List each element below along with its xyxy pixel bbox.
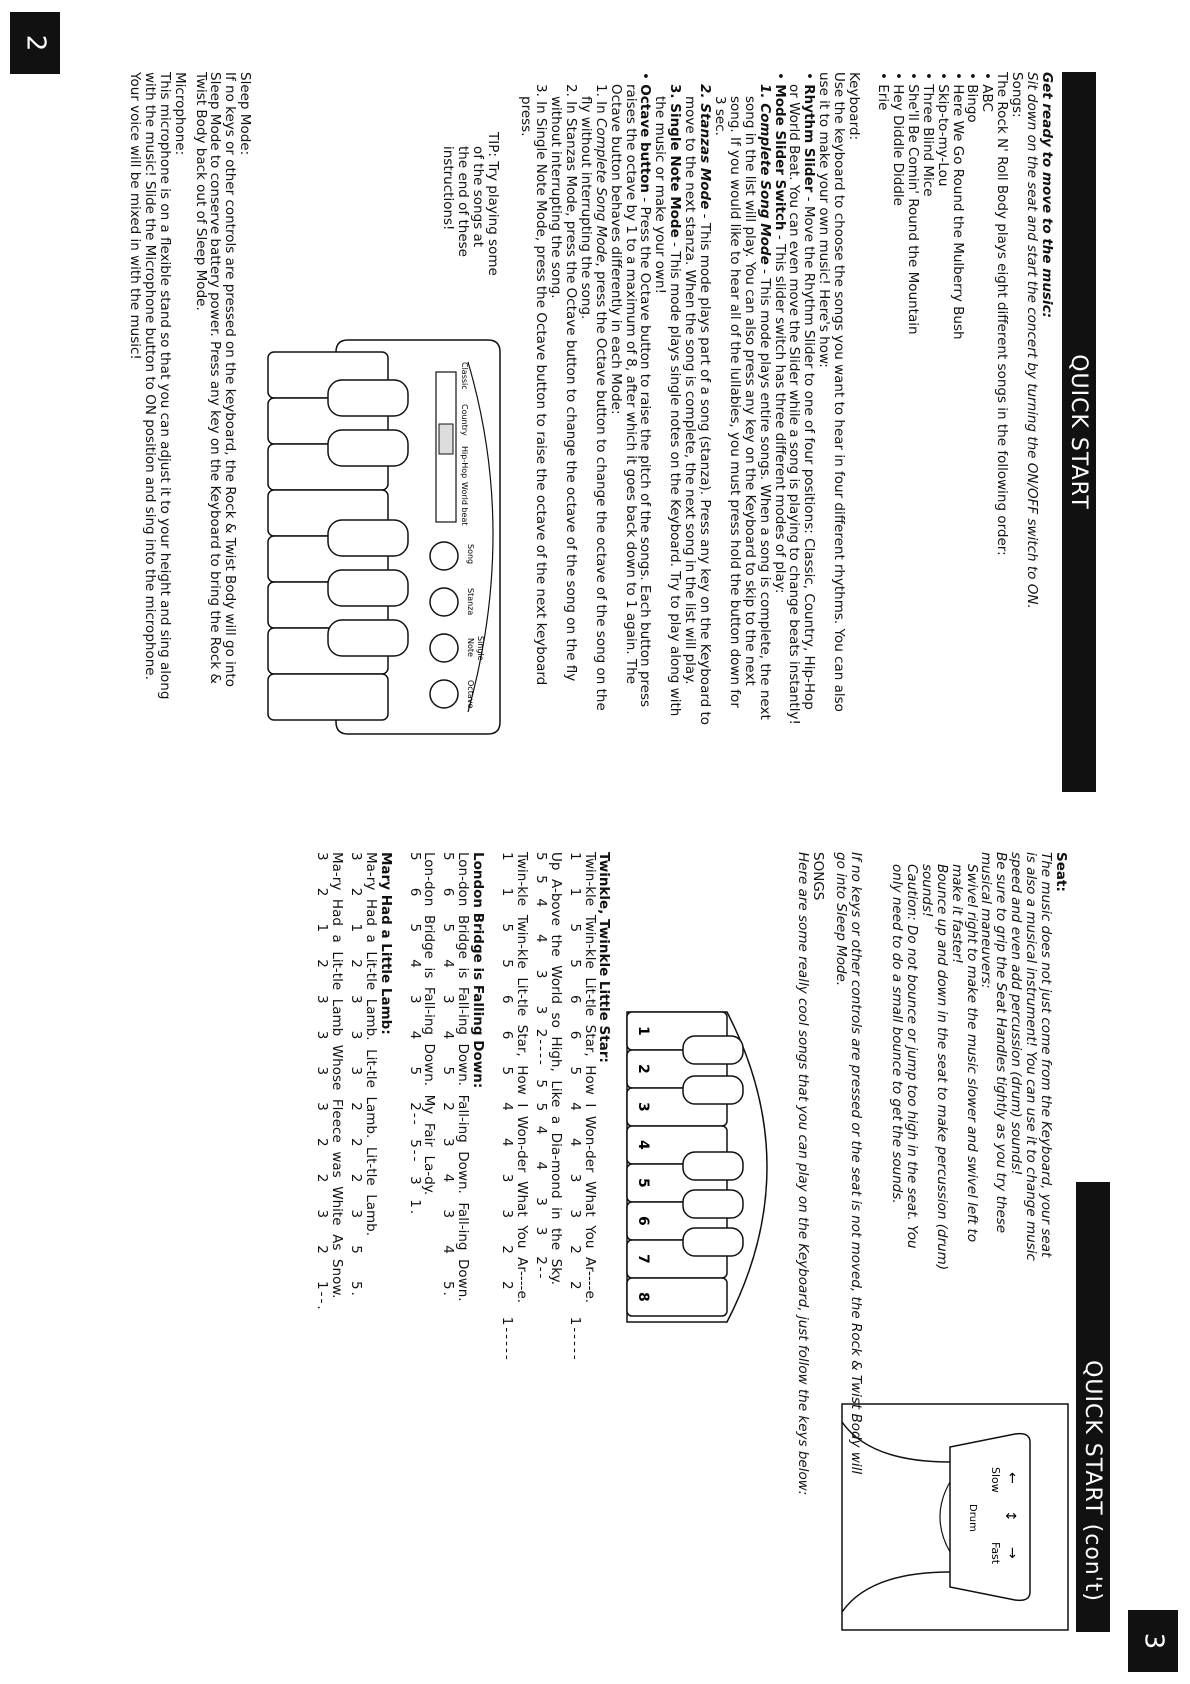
- song-item: • Bingo: [965, 72, 980, 792]
- stanzas-mode-line: 2. Stanzas Mode - This mode plays part of a song (stanza). Press any key on the Keyboard to: [697, 84, 714, 726]
- page-number-left: 2: [10, 12, 60, 74]
- song-item: • ABC: [979, 72, 994, 792]
- seat-text: musical maneuvers:: [978, 852, 995, 989]
- right-page: [314, 852, 1110, 1632]
- song-mode-button: [430, 542, 458, 570]
- seat-diagram: [840, 1402, 1070, 1632]
- caution-text: Caution: Do not bounce or jump too high in the seat. You: [903, 864, 920, 1249]
- intro-title: Get ready to move to the music:: [1039, 72, 1055, 318]
- mic-label: Microphone:: [171, 72, 188, 156]
- bounce-text: sounds!: [918, 864, 935, 918]
- notes-line: 5 6 5 4 3 4 5 2 3 4 3 4 5.: [440, 852, 457, 1298]
- songs-intro: Here are some really cool songs that you can play on the Keyboard, just follow the keys below:: [795, 852, 812, 1496]
- label-worldbeat: World beat: [460, 482, 470, 526]
- rhythm-slider-line: • Rhythm Slider - Move the Rhythm Slider to one of four positions: Classic, Country, Hip-Hop: [802, 72, 817, 792]
- mode-slider-line: • Mode Slider Switch - This slider switch has three different modes of play:: [772, 72, 787, 792]
- seat-text: The music does not just come from the Keyboard, your seat: [1038, 852, 1055, 1258]
- tip-line: the end of these: [455, 146, 472, 257]
- stanzas-mode-line: move to the next stanza. When the song is complete, the next song in the list will play.: [682, 96, 699, 685]
- seat-text: Be sure to grip the Seat Handles tightly as you try these: [993, 852, 1010, 1234]
- keyboard-diagram: [258, 332, 508, 742]
- sleep-text: Sleep Mode to conserve battery power. Press any key on the Keyboard to bring the Rock &: [207, 72, 224, 684]
- right-sleep-text: If no keys or other controls are pressed or the seat is not moved, the Rock & Twist Body will: [848, 852, 865, 1475]
- stanza-mode-button: [430, 588, 458, 616]
- tip-diagram-row: [258, 72, 508, 792]
- keyboard-text: use it to make your own music! Here's how:: [816, 72, 833, 368]
- swivel-text: make it faster!: [948, 864, 965, 964]
- right-header: QUICK START (con't): [1076, 1182, 1110, 1632]
- notes-line: 5 6 5 4 3 4 5 2-- 5-- 3 1.: [406, 852, 423, 1217]
- lyric-line: Up A-bove the World so High, Like a Dia-mond in the Sky.: [547, 852, 564, 1285]
- label-country: Country: [460, 404, 470, 436]
- key-label: 5: [635, 1178, 652, 1188]
- mic-text: with the music! Slide the Microphone button to ON position and sing into the microphone.: [141, 72, 158, 680]
- key-label: 6: [635, 1216, 652, 1226]
- key-label: 1: [635, 1026, 652, 1036]
- songs-intro: The Rock N' Roll Body plays eight different songs in the following order:: [994, 72, 1011, 556]
- sleep-text: If no keys or other controls are pressed on the keyboard, the Rock & Twist Body will go into: [222, 72, 239, 687]
- tip-line: of the songs at: [470, 146, 487, 248]
- tip-box: [258, 72, 508, 332]
- song-item: • Three Blind Mice: [920, 72, 935, 792]
- label-note: Note: [466, 638, 476, 657]
- right-sleep-text: go into Sleep Mode.: [833, 852, 850, 987]
- song-sheets: [314, 852, 611, 1632]
- lyric-line: Lon-don Bridge is Fall-ing Down. Fall-ing Down. Fall-ing Down.: [455, 852, 472, 1302]
- octave-stanzas-line: without interrupting the song.: [548, 96, 564, 299]
- mic-text: Your voice will be mixed in with the music!: [126, 72, 143, 360]
- label-classic: Classic: [460, 362, 470, 390]
- label-octave: Octave: [466, 680, 476, 709]
- key-label: 2: [635, 1064, 652, 1074]
- key-label: 8: [635, 1292, 652, 1302]
- intro-text: Sit down on the seat and start the concert by turning the ON/OFF switch to ON.: [1024, 72, 1041, 609]
- lyric-line: Twin-kle Twin-kle Lit-tle Star, How I Won-der What You Ar----e.: [513, 852, 530, 1304]
- mic-text: This microphone is on a flexible stand so that you can adjust it to your height and sing along: [156, 72, 173, 700]
- single-mode-line: 3. Single Note Mode - This mode plays single notes on the Keyboard. Try to play along with: [667, 84, 684, 717]
- left-body: [127, 72, 1062, 792]
- key-label: 7: [635, 1254, 652, 1264]
- seat-label: Seat:: [1053, 852, 1069, 892]
- song-item: • Skip-to-my-Lou: [935, 72, 950, 792]
- complete-mode-line: 3 sec.: [711, 96, 728, 136]
- octave-line: raises the octave by 1 to a maximum of 8, after which it goes back down to 1 again. The: [622, 84, 639, 685]
- slider-knob: [439, 424, 453, 454]
- left-arrow-icon: ←: [1004, 1472, 1020, 1484]
- keyboard-text: Use the keyboard to choose the songs you want to hear in four different rhythms. You can also: [831, 72, 848, 712]
- notes-line: 5 5 4 4 3 3 2---- 5 5 4 4 3 3 2--: [532, 852, 549, 1281]
- octave-stanzas-line: 2. In Stanzas Mode, press the Octave button to change the octave of the song on the fly: [562, 84, 579, 682]
- song-title-mary: Mary Had a Little Lamb:: [377, 852, 394, 1035]
- octave-button: [430, 680, 458, 708]
- right-arrow-icon: →: [1004, 1547, 1020, 1559]
- notes-line: 3 2 1 2 3 3 3 3 2 2 3 2 1--.: [314, 852, 330, 1312]
- rhythm-slider-line: or World Beat. You can even move the Slider while a song is playing to change beats instantly!: [786, 84, 803, 725]
- keyboard-label: Keyboard:: [846, 72, 863, 141]
- notes-line: 3 2 1 2 3 3 3 2 2 2 3 5 5.: [347, 852, 364, 1298]
- notes-line: 1 1 5 5 6 6 5 4 4 3 3 2 2 1-----: [499, 852, 516, 1362]
- octave-complete-line: 1. In Complete Song Mode, press the Octave button to change the octave of the song on the: [592, 84, 609, 711]
- song-item: • She'll Be Comin' Round the Mountain: [905, 72, 920, 792]
- lyric-line: Twin-kle Twin-kle Lit-tle Star, How I Won-der What You Ar----e.: [581, 852, 598, 1304]
- seat-text: speed and even add percussion (drum) sounds!: [1008, 852, 1025, 1176]
- complete-mode-line: song. If you would like to hear all of the lullabies, you must press hold the button down for: [726, 96, 743, 708]
- left-header: QUICK START: [1062, 72, 1096, 792]
- octave-single-line: press.: [518, 96, 535, 137]
- label-hiphop: Hip-Hop: [460, 446, 470, 479]
- octave-line: • Octave button - Press the Octave button to raise the pitch of the songs. Each button press: [638, 72, 653, 792]
- lyric-line: Lon-don Bridge is Fall-ing Down. My Fair La-dy.: [421, 852, 438, 1196]
- lyric-line: Ma-ry Had a Lit-tle Lamb. Lit-tle Lamb. Lit-tle Lamb.: [362, 852, 379, 1237]
- octave-single-line: 3. In Single Note Mode, press the Octave button to raise the octave of the next keyboard: [533, 84, 550, 686]
- key-label: 3: [635, 1102, 652, 1112]
- key-label: 4: [635, 1140, 652, 1150]
- tip-line: instructions!: [440, 146, 457, 231]
- song-item: • Here We Go Round the Mulberry Bush: [950, 72, 965, 792]
- song-item: • Erie: [875, 72, 890, 792]
- label-slow: Slow: [989, 1467, 1002, 1493]
- updown-arrow-icon: ↕: [1002, 1510, 1018, 1522]
- complete-mode-line: song in the list will play. You can also press any key on the Keyboard to skip to the next: [741, 96, 758, 686]
- songs-header: SONGS: [810, 852, 827, 901]
- label-stanza: Stanza: [466, 588, 476, 616]
- single-mode-line: the music or make your own!: [652, 96, 669, 295]
- seat-text: is also a musical instrument! You can use it to change music: [1023, 852, 1040, 1261]
- tip-line: TIP: Try playing some: [485, 132, 502, 276]
- complete-mode-line: 1. Complete Song Mode - This mode plays entire songs. When a song is complete, the next: [756, 84, 773, 720]
- notes-line: 1 1 5 5 6 6 5 4 4 3 3 2 2 1-----: [566, 852, 583, 1362]
- left-page: [127, 72, 1096, 792]
- sleep-text: Twist Body back out of Sleep Mode.: [192, 72, 209, 311]
- label-single: Single: [476, 636, 486, 661]
- label-drum: Drum: [967, 1504, 978, 1532]
- song-item: • Hey Diddle Diddle: [890, 72, 905, 792]
- label-fast: Fast: [989, 1542, 1002, 1565]
- single-note-button: [430, 634, 458, 662]
- right-body: [314, 852, 1076, 1632]
- label-song: Song: [466, 544, 476, 565]
- numbered-keyboard: [618, 1002, 788, 1332]
- octave-line: Octave button behaves differently in each Mode:: [607, 84, 624, 415]
- swivel-text: Swivel right to make the music slower and swivel left to: [963, 864, 980, 1243]
- seat-section: [889, 852, 1068, 1372]
- bounce-text: Bounce up and down in the seat to make percussion (drum): [933, 864, 950, 1271]
- sleep-label: Sleep Mode:: [237, 72, 254, 156]
- songs-label: Songs:: [1009, 72, 1026, 118]
- song-title-london: London Bridge is Falling Down:: [470, 852, 487, 1089]
- page-number-right: 3: [1128, 1610, 1178, 1672]
- song-title-twinkle: Twinkle, Twinkle Little Star:: [596, 852, 613, 1063]
- octave-complete-line: fly without interrupting the song.: [577, 96, 594, 320]
- caution-text: only need to do a small bounce to get the sounds.: [889, 864, 906, 1204]
- lyric-line: Ma-ry Had a Lit-tle Lamb Whose Fleece was White As Snow.: [328, 852, 345, 1299]
